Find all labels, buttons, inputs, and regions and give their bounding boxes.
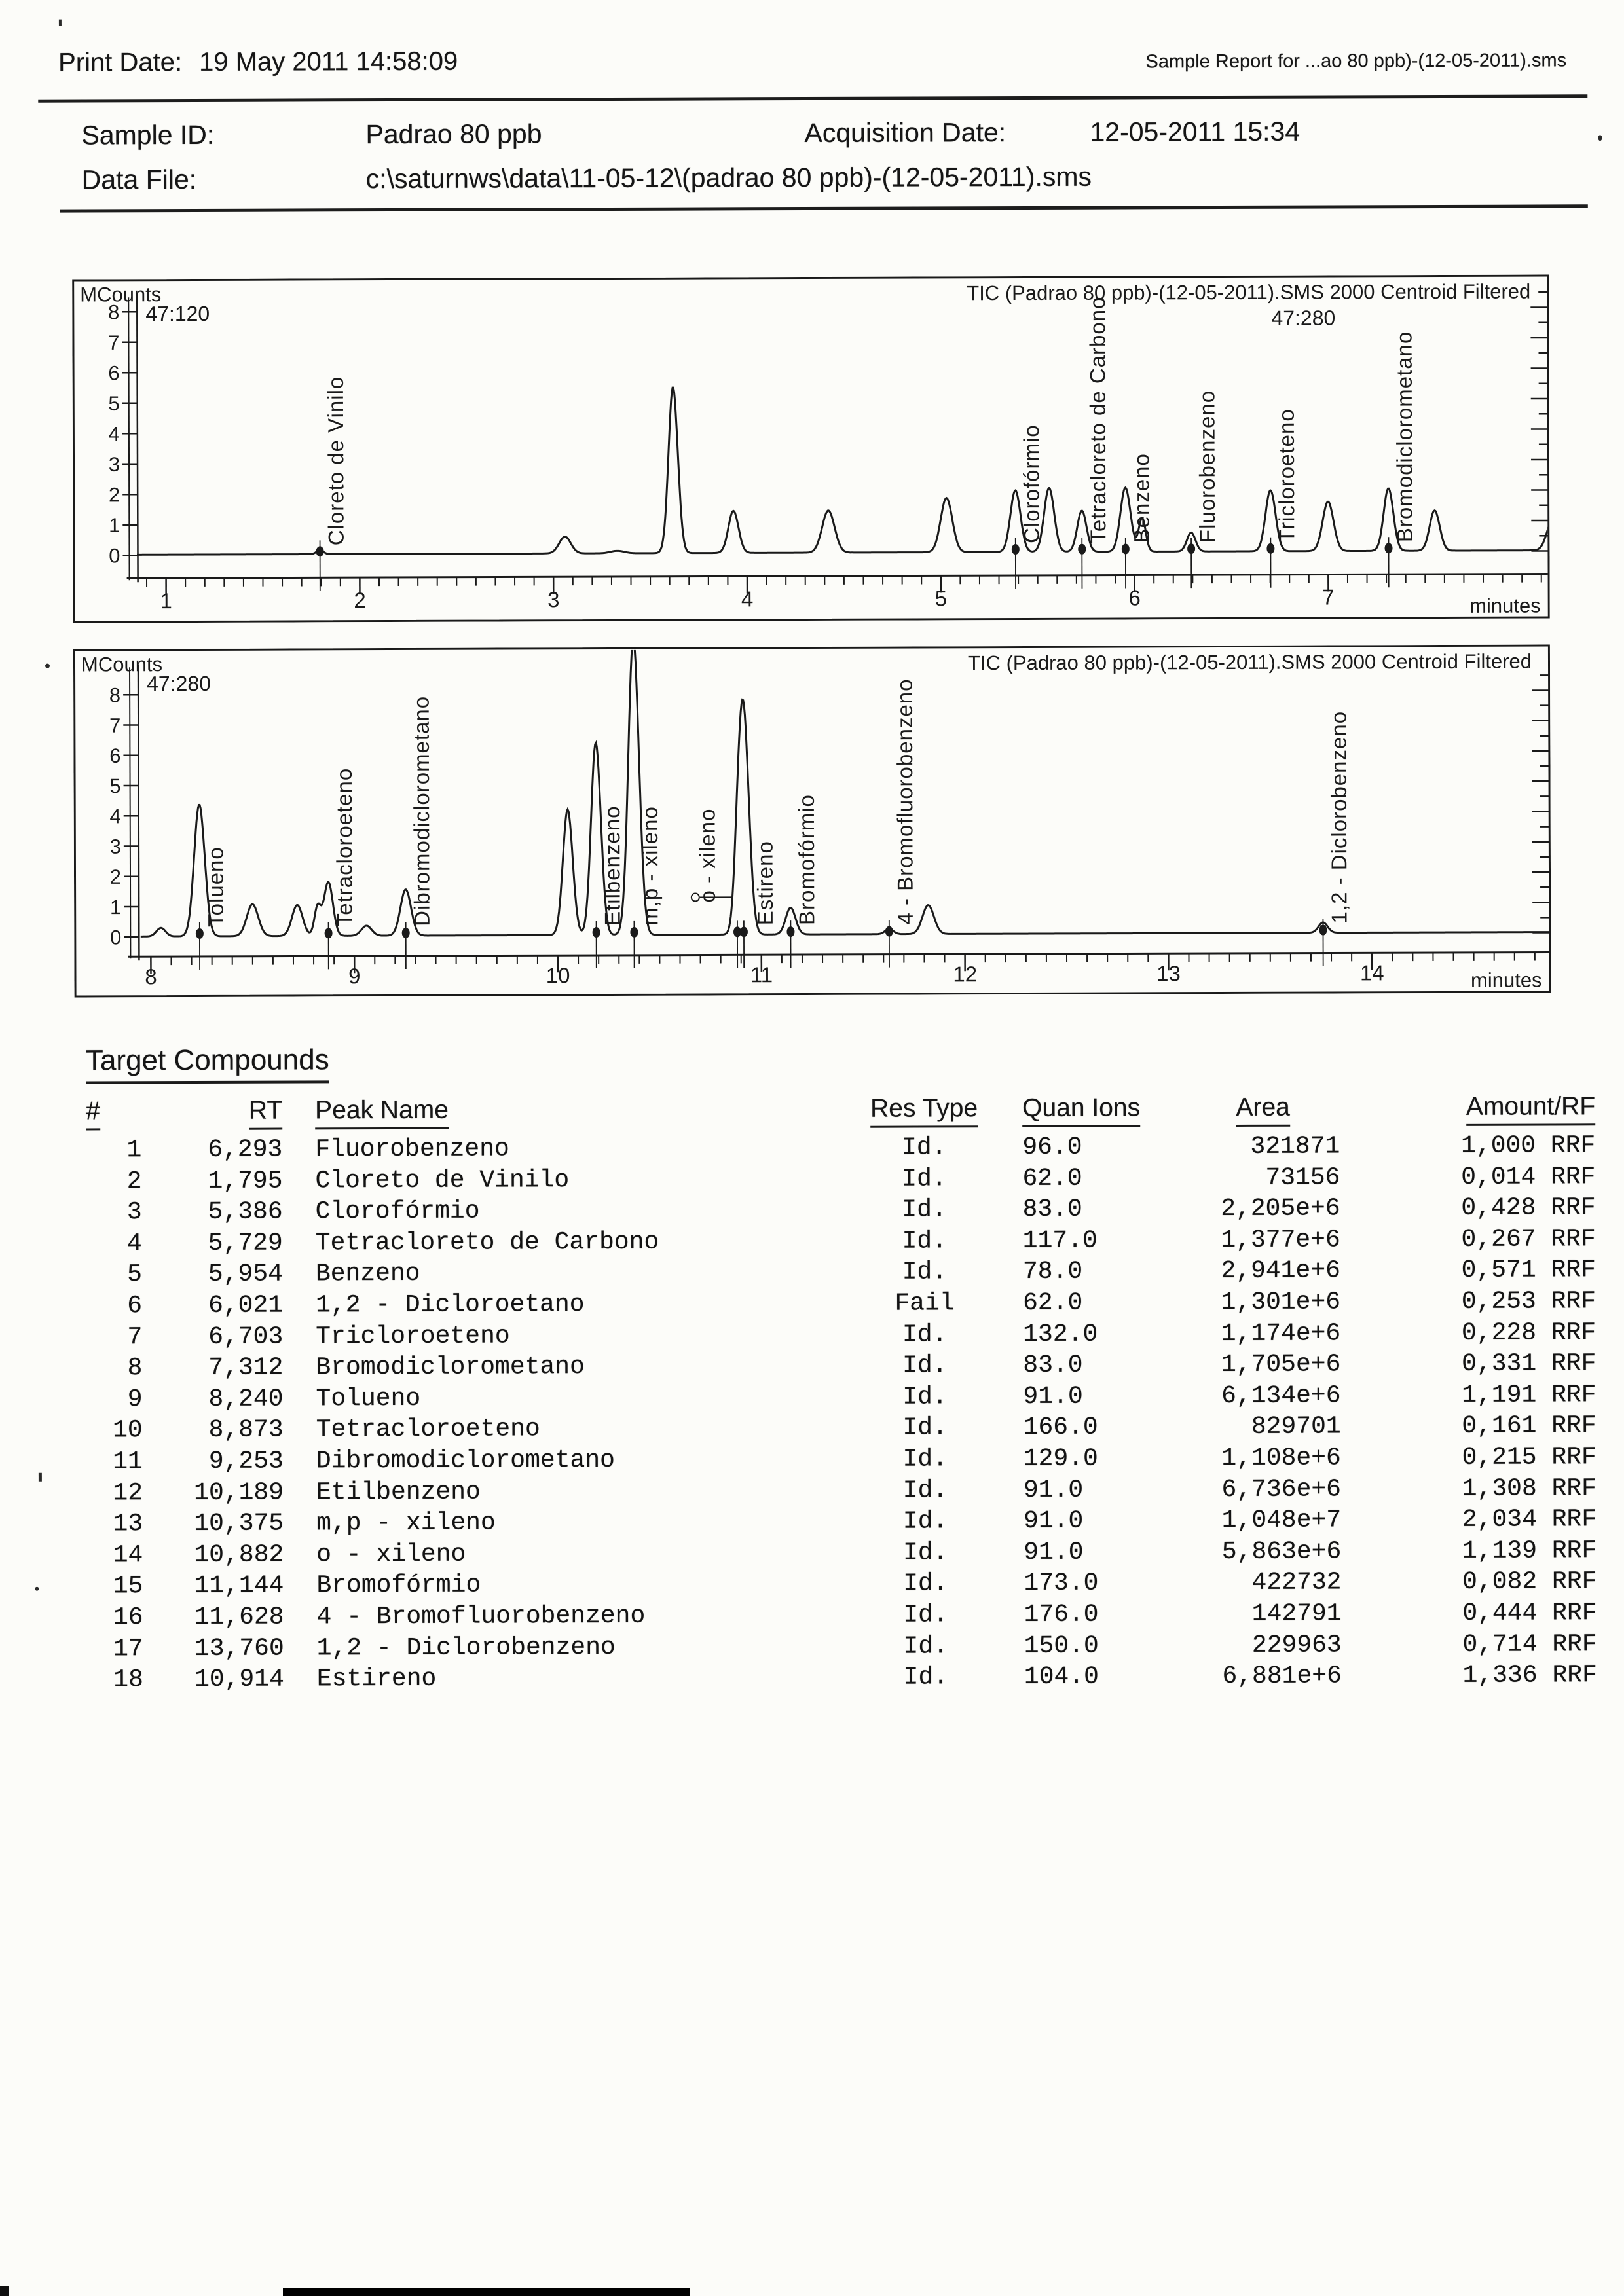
chart-subtitle: 47:280 — [1271, 306, 1336, 330]
cell-area: 1,048e+7 — [1221, 1506, 1342, 1535]
data-file-label: Data File: — [81, 164, 197, 195]
cell-num: 8 — [127, 1354, 143, 1383]
table-row — [87, 1504, 1596, 1540]
cell-area: 6,881e+6 — [1222, 1662, 1342, 1691]
scan-speck — [59, 20, 62, 26]
cell-amount: 0,082 RRF — [1462, 1567, 1597, 1597]
cell-amount: 1,191 RRF — [1462, 1380, 1596, 1410]
cell-num: 18 — [113, 1666, 143, 1694]
peak-label: Clorofórmio — [1019, 424, 1044, 544]
peak-label: Tetracloroeteno — [331, 767, 357, 927]
cell-amount: 0,331 RRF — [1462, 1349, 1596, 1379]
table-row — [86, 1317, 1596, 1353]
cell-num: 17 — [113, 1634, 143, 1663]
peak-marker — [1266, 543, 1274, 554]
cell-num: 9 — [127, 1385, 143, 1414]
peak-marker — [630, 927, 638, 938]
cell-num: 6 — [127, 1292, 143, 1321]
cell-res: Id. — [902, 1445, 948, 1474]
cell-area: 142791 — [1251, 1599, 1342, 1628]
cell-res: Id. — [903, 1569, 948, 1598]
cell-res: Id. — [902, 1164, 947, 1194]
svg-text:11: 11 — [750, 962, 773, 987]
cell-res: Fail — [895, 1289, 955, 1318]
cell-rt: 10,375 — [194, 1509, 284, 1539]
cell-quan: 173.0 — [1024, 1569, 1099, 1598]
cell-rt: 13,760 — [194, 1634, 284, 1663]
svg-text:14: 14 — [1359, 960, 1384, 985]
svg-text:8: 8 — [109, 683, 121, 707]
peak-marker — [593, 927, 600, 938]
table-row — [86, 1130, 1595, 1166]
peak-marker — [786, 926, 794, 937]
cell-name: Etilbenzeno — [316, 1478, 481, 1506]
chart-title: TIC (Padrao 80 ppb)-(12-05-2011).SMS 2000 Centroid Filtered — [967, 649, 1532, 675]
peak-label: Tolueno — [203, 847, 228, 927]
peak-label: Benzeno — [1129, 453, 1154, 543]
peak-marker — [885, 926, 893, 937]
cell-res: Id. — [903, 1663, 949, 1692]
scan-speck — [45, 664, 50, 668]
chromatogram-1 — [72, 274, 1550, 623]
table-row — [88, 1629, 1597, 1665]
cell-rt: 10,914 — [194, 1665, 284, 1694]
cell-rt: 9,253 — [208, 1447, 284, 1476]
cell-num: 16 — [113, 1603, 143, 1632]
cell-name: m,p - xileno — [316, 1508, 496, 1538]
col-header-res-type: Res Type — [845, 1094, 1003, 1123]
cell-res: Id. — [902, 1320, 948, 1349]
cell-num: 2 — [126, 1167, 142, 1195]
divider-sample-info — [60, 204, 1588, 212]
cell-area: 1,377e+6 — [1221, 1226, 1340, 1254]
peak-marker — [1078, 544, 1086, 555]
svg-text:4: 4 — [108, 422, 120, 446]
scan-speck — [1598, 135, 1602, 141]
peak-marker — [402, 928, 410, 938]
acquisition-date-label: Acquisition Date: — [804, 117, 1006, 149]
cell-num: 1 — [126, 1136, 142, 1165]
peak-label: Cloreto de Vinilo — [323, 376, 348, 546]
target-compounds-heading: Target Compounds — [86, 1044, 329, 1077]
cell-amount: 1,000 RRF — [1460, 1131, 1596, 1160]
cell-area: 2,205e+6 — [1221, 1194, 1340, 1224]
segment-label: 47:280 — [147, 671, 212, 696]
svg-text:7: 7 — [1322, 585, 1335, 610]
cell-quan: 91.0 — [1024, 1538, 1084, 1567]
svg-text:3: 3 — [547, 587, 560, 612]
cell-name: 1,2 - Dicloroetano — [316, 1290, 585, 1320]
cell-name: 4 - Bromofluorobenzeno — [316, 1601, 646, 1631]
cell-area: 1,301e+6 — [1221, 1288, 1341, 1317]
cell-res: Id. — [902, 1351, 948, 1380]
svg-text:10: 10 — [545, 963, 570, 988]
cell-area: 422732 — [1251, 1568, 1342, 1597]
svg-text:7: 7 — [108, 331, 120, 354]
cell-name: Estireno — [316, 1664, 437, 1694]
cell-name: o - xileno — [316, 1540, 466, 1569]
cell-area: 2,941e+6 — [1221, 1256, 1340, 1286]
svg-text:3: 3 — [108, 452, 120, 476]
peak-marker — [325, 928, 333, 938]
cell-amount: 0,215 RRF — [1462, 1443, 1596, 1472]
peak-marker — [1012, 544, 1020, 555]
table-row — [87, 1535, 1596, 1571]
peak-label: Fluorobenzeno — [1194, 390, 1220, 543]
table-row — [87, 1473, 1596, 1509]
table-row — [87, 1411, 1596, 1447]
col-header-area: Area — [1186, 1093, 1340, 1122]
table-row — [87, 1567, 1596, 1603]
cell-num: 14 — [113, 1540, 143, 1570]
cell-quan: 91.0 — [1023, 1476, 1084, 1504]
col-header-quan-ions: Quan Ions — [1003, 1093, 1186, 1123]
chromatogram-2 — [73, 644, 1551, 997]
col-header-peak-name: Peak Name — [282, 1095, 845, 1125]
cell-area: 73156 — [1265, 1163, 1340, 1192]
svg-text:0: 0 — [110, 926, 122, 949]
scanner-edge-artifact — [283, 2288, 690, 2296]
peak-marker — [1187, 543, 1195, 554]
cell-num: 11 — [113, 1448, 143, 1476]
peak-marker — [1122, 543, 1130, 554]
x-axis-label: minutes — [1470, 968, 1542, 992]
peak-label: Tetracloreto de Carbono — [1085, 296, 1111, 543]
svg-text:6: 6 — [108, 361, 120, 385]
chart-title: TIC (Padrao 80 ppb)-(12-05-2011).SMS 2000 Centroid Filtered — [967, 280, 1531, 305]
table-row — [86, 1379, 1596, 1415]
svg-text:6: 6 — [1128, 585, 1141, 610]
segment-label: 47:120 — [145, 301, 210, 326]
svg-text:5: 5 — [108, 392, 120, 415]
cell-name: Dibromodiclorometano — [316, 1446, 615, 1476]
cell-quan: 91.0 — [1024, 1506, 1084, 1536]
x-axis-label: minutes — [1469, 594, 1541, 617]
cell-quan: 132.0 — [1023, 1320, 1098, 1349]
svg-text:5: 5 — [109, 774, 121, 798]
cell-res: Id. — [903, 1601, 948, 1630]
target-compounds-table-body — [86, 1130, 1597, 1696]
cell-rt: 8,873 — [208, 1415, 284, 1445]
cell-name: Clorofórmio — [315, 1197, 480, 1226]
peak-marker — [316, 546, 324, 556]
cell-res: Id. — [903, 1631, 948, 1661]
table-row — [86, 1286, 1596, 1322]
cell-res: Id. — [902, 1476, 948, 1505]
svg-text:1: 1 — [160, 589, 172, 613]
cell-rt: 8,240 — [208, 1385, 284, 1413]
cell-amount: 1,308 RRF — [1462, 1474, 1597, 1503]
col-header-amount-rf: Amount/RF — [1340, 1092, 1595, 1121]
cell-quan: 62.0 — [1023, 1288, 1083, 1317]
cell-amount: 1,139 RRF — [1462, 1536, 1597, 1565]
acquisition-date-value: 12-05-2011 15:34 — [1090, 116, 1301, 147]
col-header-num: # — [86, 1097, 141, 1125]
table-row — [86, 1255, 1596, 1291]
cell-rt: 7,312 — [208, 1353, 284, 1383]
peak-marker — [740, 926, 748, 937]
table-row — [86, 1192, 1596, 1228]
cell-name: Bromofórmio — [316, 1571, 481, 1600]
table-row — [87, 1442, 1596, 1478]
cell-rt: 5,386 — [208, 1197, 283, 1227]
svg-text:9: 9 — [348, 964, 361, 989]
y-axis-label: MCounts — [80, 283, 162, 306]
sample-id-value: Padrao 80 ppb — [365, 118, 542, 150]
svg-text:8: 8 — [108, 301, 120, 324]
peak-label: m,p - xileno — [637, 806, 663, 926]
cell-res: Id. — [902, 1227, 948, 1256]
cell-name: Bromodiclorometano — [316, 1353, 585, 1382]
table-row — [88, 1660, 1597, 1696]
cell-amount: 2,034 RRF — [1462, 1505, 1597, 1535]
cell-quan: 150.0 — [1024, 1631, 1099, 1660]
cell-rt: 5,954 — [208, 1260, 283, 1289]
peak-label: 4 - Bromofluorobenzeno — [892, 678, 917, 925]
cell-amount: 0,714 RRF — [1462, 1630, 1597, 1659]
col-header-rt: RT — [141, 1097, 282, 1126]
peak-label: o - xileno — [695, 808, 720, 903]
cell-num: 10 — [112, 1416, 143, 1445]
cell-res: Id. — [902, 1413, 948, 1442]
print-date-value: 19 May 2011 14:58:09 — [199, 46, 458, 77]
cell-quan: 117.0 — [1022, 1226, 1098, 1255]
cell-res: Id. — [902, 1539, 948, 1567]
svg-text:8: 8 — [145, 964, 157, 989]
table-row — [87, 1597, 1596, 1633]
svg-text:2: 2 — [108, 483, 120, 507]
table-row — [86, 1161, 1595, 1197]
svg-text:5: 5 — [934, 586, 948, 611]
cell-res: Id. — [902, 1383, 948, 1412]
cell-rt: 11,628 — [194, 1603, 284, 1631]
svg-text:2: 2 — [109, 865, 122, 888]
svg-text:7: 7 — [109, 714, 121, 737]
cell-area: 1,705e+6 — [1221, 1350, 1341, 1379]
svg-text:1: 1 — [109, 513, 120, 537]
cell-area: 1,108e+6 — [1221, 1444, 1341, 1472]
cell-area: 229963 — [1251, 1630, 1342, 1660]
cell-amount: 0,228 RRF — [1461, 1318, 1596, 1347]
cell-amount: 0,571 RRF — [1461, 1256, 1596, 1285]
cell-num: 5 — [127, 1260, 142, 1289]
table-row — [86, 1348, 1596, 1384]
svg-text:0: 0 — [109, 544, 120, 568]
cell-area: 6,134e+6 — [1221, 1381, 1341, 1410]
cell-num: 12 — [113, 1478, 143, 1507]
cell-area: 321871 — [1250, 1132, 1340, 1161]
cell-rt: 1,795 — [208, 1167, 283, 1195]
cell-area: 829701 — [1251, 1412, 1341, 1442]
cell-name: Tetracloreto de Carbono — [315, 1228, 659, 1258]
cell-num: 7 — [127, 1322, 143, 1351]
report-reference: Sample Report for ...ao 80 ppb)-(12-05-2011).sms — [1145, 50, 1567, 73]
cell-quan: 176.0 — [1024, 1600, 1099, 1629]
cell-quan: 83.0 — [1022, 1195, 1082, 1224]
tic-trace — [136, 385, 1549, 555]
svg-text:13: 13 — [1156, 961, 1181, 986]
y-axis-label: MCounts — [81, 653, 163, 676]
target-compounds-table — [86, 1092, 1597, 1696]
cell-res: Id. — [902, 1507, 948, 1536]
svg-text:3: 3 — [109, 835, 121, 858]
svg-text:4: 4 — [109, 805, 121, 828]
svg-text:4: 4 — [741, 587, 754, 611]
cell-amount: 0,444 RRF — [1462, 1599, 1597, 1628]
peak-label: Bromodiclorometano — [1392, 331, 1417, 543]
cell-area: 5,863e+6 — [1221, 1537, 1342, 1566]
peak-marker — [1385, 543, 1393, 553]
cell-rt: 6,703 — [208, 1322, 284, 1351]
cell-amount: 0,428 RRF — [1461, 1194, 1596, 1223]
peak-label: Etilbenzeno — [600, 805, 625, 926]
sample-id-label: Sample ID: — [81, 119, 215, 151]
cell-rt: 6,021 — [208, 1291, 284, 1320]
peak-label: Dibromodiclorometano — [409, 695, 434, 926]
cell-name: Benzeno — [315, 1260, 420, 1288]
cell-num: 3 — [126, 1198, 142, 1227]
cell-num: 4 — [126, 1229, 142, 1258]
cell-name: Tetracloroeteno — [316, 1415, 540, 1444]
cell-quan: 129.0 — [1023, 1444, 1098, 1473]
scan-speck — [39, 1473, 42, 1482]
cell-rt: 10,882 — [194, 1540, 284, 1569]
cell-name: 1,2 - Diclorobenzeno — [316, 1633, 616, 1662]
cell-quan: 78.0 — [1022, 1258, 1083, 1286]
cell-num: 13 — [113, 1510, 143, 1539]
cell-quan: 104.0 — [1024, 1662, 1099, 1692]
svg-text:6: 6 — [109, 744, 121, 767]
cell-name: Fluorobenzeno — [315, 1135, 509, 1164]
peak-label: Bromofórmio — [794, 794, 819, 926]
cell-res: Id. — [902, 1195, 947, 1224]
cell-area: 6,736e+6 — [1221, 1474, 1342, 1504]
data-file-value: c:\saturnws\data\11-05-12\(padrao 80 ppb)-(12-05-2011).sms — [365, 161, 1092, 194]
cell-amount: 0,267 RRF — [1461, 1225, 1596, 1254]
peak-label: Estireno — [752, 841, 777, 926]
cell-amount: 0,161 RRF — [1462, 1412, 1596, 1441]
cell-name: Tricloroeteno — [316, 1322, 510, 1351]
peak-marker — [196, 928, 204, 939]
svg-text:12: 12 — [953, 962, 978, 987]
peak-marker — [1319, 925, 1327, 936]
peak-label: Tricloroeteno — [1274, 409, 1299, 543]
scanner-corner-artifact — [0, 2286, 9, 2296]
print-date-label: Print Date: — [58, 48, 183, 77]
cell-name: Tolueno — [316, 1384, 421, 1413]
cell-quan: 83.0 — [1023, 1351, 1083, 1380]
divider-top — [38, 94, 1587, 102]
cell-rt: 5,729 — [208, 1229, 283, 1258]
cell-rt: 6,293 — [208, 1135, 283, 1164]
cell-amount: 0,253 RRF — [1461, 1287, 1596, 1316]
print-date — [58, 47, 458, 78]
cell-quan: 91.0 — [1023, 1382, 1083, 1411]
peak-label: 1,2 - Diclorobenzeno — [1326, 710, 1352, 924]
table-header-row — [86, 1092, 1595, 1125]
cell-quan: 166.0 — [1023, 1413, 1098, 1442]
svg-text:2: 2 — [354, 588, 366, 613]
cell-amount: 0,014 RRF — [1461, 1162, 1596, 1192]
cell-res: Id. — [902, 1258, 948, 1286]
cell-rt: 11,144 — [194, 1571, 284, 1601]
cell-res: Id. — [902, 1133, 947, 1162]
cell-name: Cloreto de Vinilo — [315, 1165, 570, 1195]
cell-rt: 10,189 — [194, 1478, 284, 1507]
svg-text:1: 1 — [109, 896, 122, 919]
cell-area: 1,174e+6 — [1221, 1319, 1341, 1348]
cell-num: 15 — [113, 1572, 143, 1601]
cell-amount: 1,336 RRF — [1462, 1661, 1597, 1690]
table-row — [86, 1224, 1596, 1260]
scan-speck — [35, 1587, 39, 1591]
cell-quan: 62.0 — [1022, 1164, 1082, 1193]
cell-quan: 96.0 — [1022, 1133, 1082, 1161]
